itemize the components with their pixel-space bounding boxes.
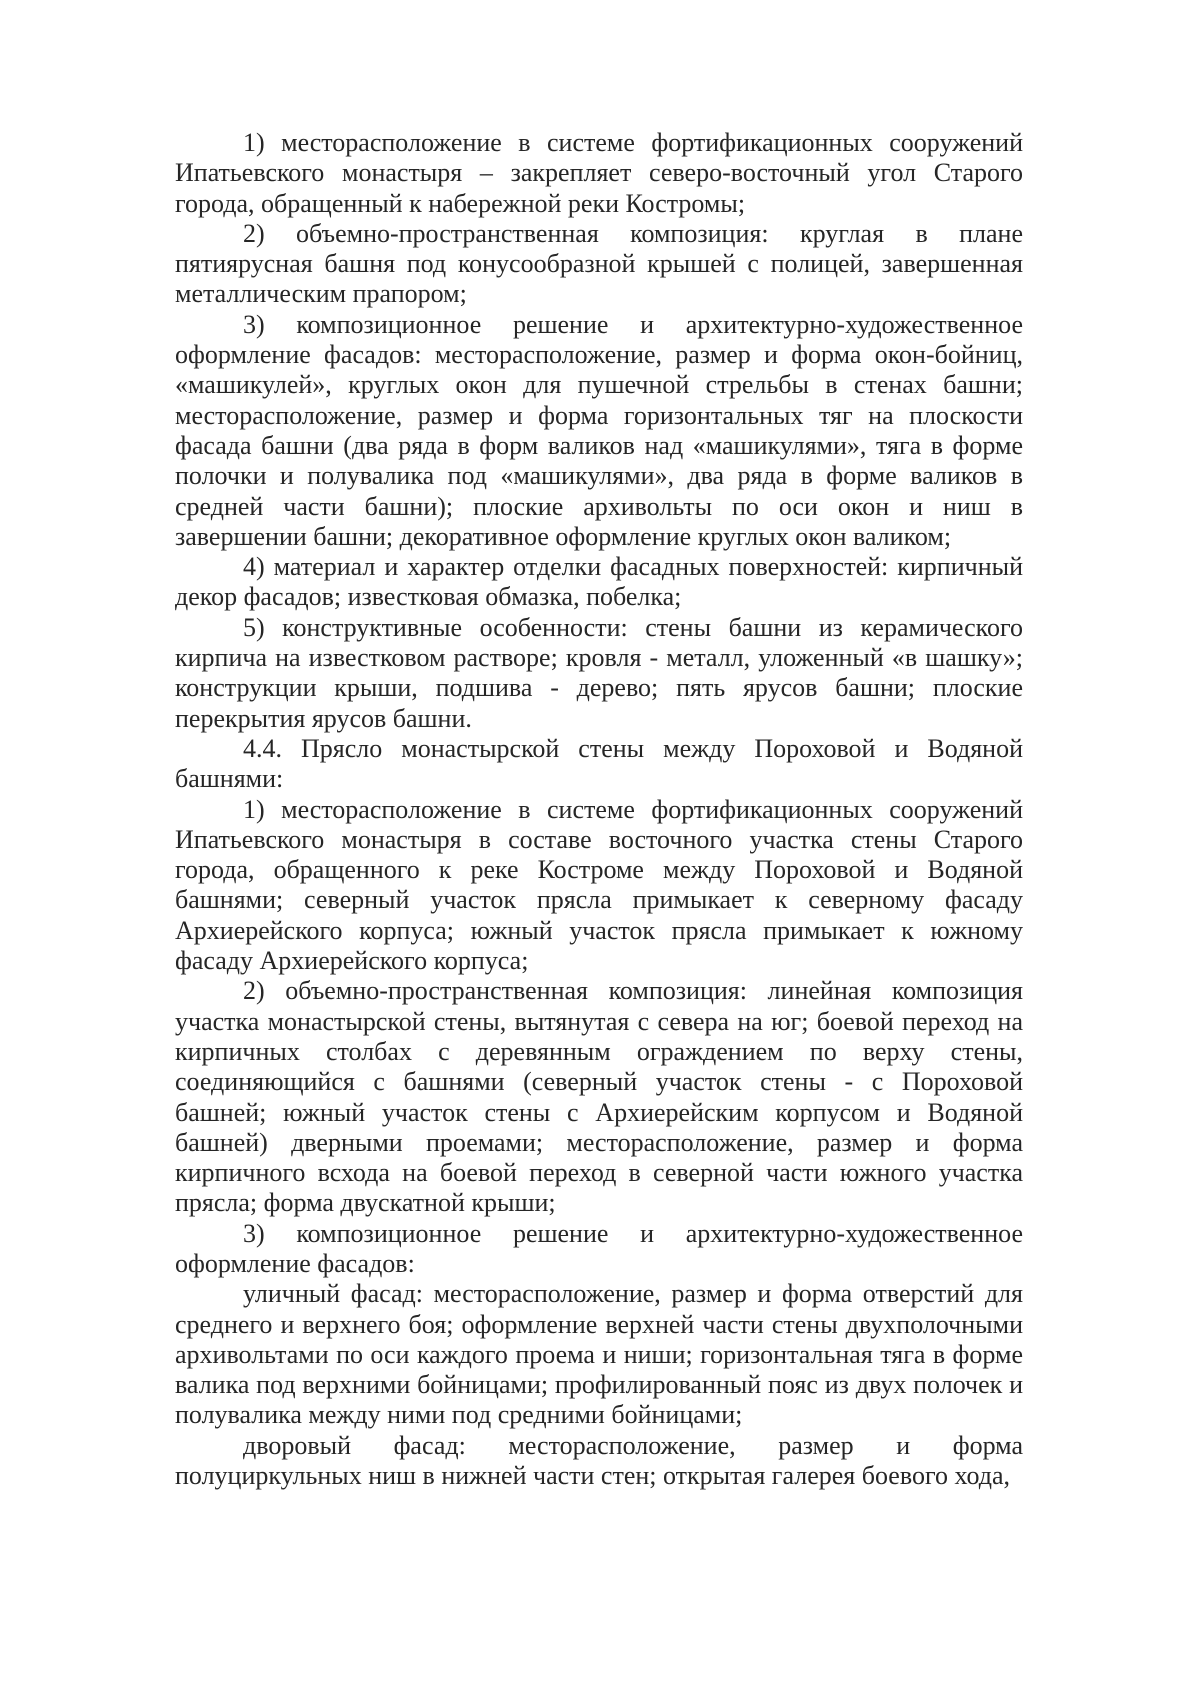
paragraph-courtyard-facade: дворовый фасад: месторасположение, размер и форма полуциркульных ниш в нижней части стен; открытая галерея боевого хода,: [175, 1430, 1023, 1491]
paragraph-wall-facades-item-3: 3) композиционное решение и архитектурно-художественное оформление фасадов:: [175, 1218, 1023, 1278]
section-heading-4-4: 4.4. Прясло монастырской стены между Пороховой и Водяной башнями:: [175, 733, 1023, 794]
paragraph-street-facade: уличный фасад: месторасположение, размер и форма отверстий для среднего и верхнего боя; оформление верхней части стены двухполочными архивольтами по оси каждого проема и ниши; горизонтальная тяга в форме валика под верхними бойницами; профилированный пояс из двух полочек и полувалика между ними под средними бойницами;: [175, 1279, 1023, 1430]
paragraph-location-item-1: 1) месторасположение в системе фортификационных сооружений Ипатьевского монастыря – закрепляет северо-восточный угол Старого города, обращенный к набережной реки Костромы;: [175, 128, 1023, 218]
paragraph-facades-item-3: 3) композиционное решение и архитектурно-художественное оформление фасадов: месторасположение, размер и форма окон-бойниц, «машикулей», круглых окон для пушечной стрельбы в стенах башни; месторасположение, размер и форма горизонтальных тяг на плоскости фасада башни (два ряда в форм валиков над «машикулями», тяга в форме полочки и полувалика под «машикулями», два ряда в форме валиков в средней части башни); плоские архивольты по оси окон и ниш в завершении башни; декоративное оформление круглых окон валиком;: [175, 309, 1023, 551]
paragraph-wall-composition-item-2: 2) объемно-пространственная композиция: линейная композиция участка монастырской стены, вытянутая с севера на юг; боевой переход на кирпичных столбах с деревянным ограждением по верху стены, соединяющийся с башнями (северный участок стены - с Пороховой башней; южный участок стены с Архиерейским корпусом и Водяной башней) дверными проемами; месторасположение, размер и форма кирпичного всхода на боевой переход в северной части южного участка прясла; форма двускатной крыши;: [175, 976, 1023, 1218]
document-page: [175, 128, 1023, 1491]
paragraph-composition-item-2: 2) объемно-пространственная композиция: круглая в плане пятиярусная башня под конусообразной крышей с полицей, завершенная металлическим прапором;: [175, 218, 1023, 309]
paragraph-material-item-4: 4) материал и характер отделки фасадных поверхностей: кирпичный декор фасадов; известковая обмазка, побелка;: [175, 552, 1023, 612]
paragraph-construction-item-5: 5) конструктивные особенности: стены башни из керамического кирпича на известковом растворе; кровля - металл, уложенный «в шашку»; конструкции крыши, подшива - дерево; пять ярусов башни; плоские перекрытия ярусов башни.: [175, 612, 1023, 733]
paragraph-wall-location-item-1: 1) месторасположение в системе фортификационных сооружений Ипатьевского монастыря в составе восточного участка стены Старого города, обращенного к реке Костроме между Пороховой и Водяной башнями; северный участок прясла примыкает к северному фасаду Архиерейского корпуса; южный участок прясла примыкает к южному фасаду Архиерейского корпуса;: [175, 794, 1023, 976]
